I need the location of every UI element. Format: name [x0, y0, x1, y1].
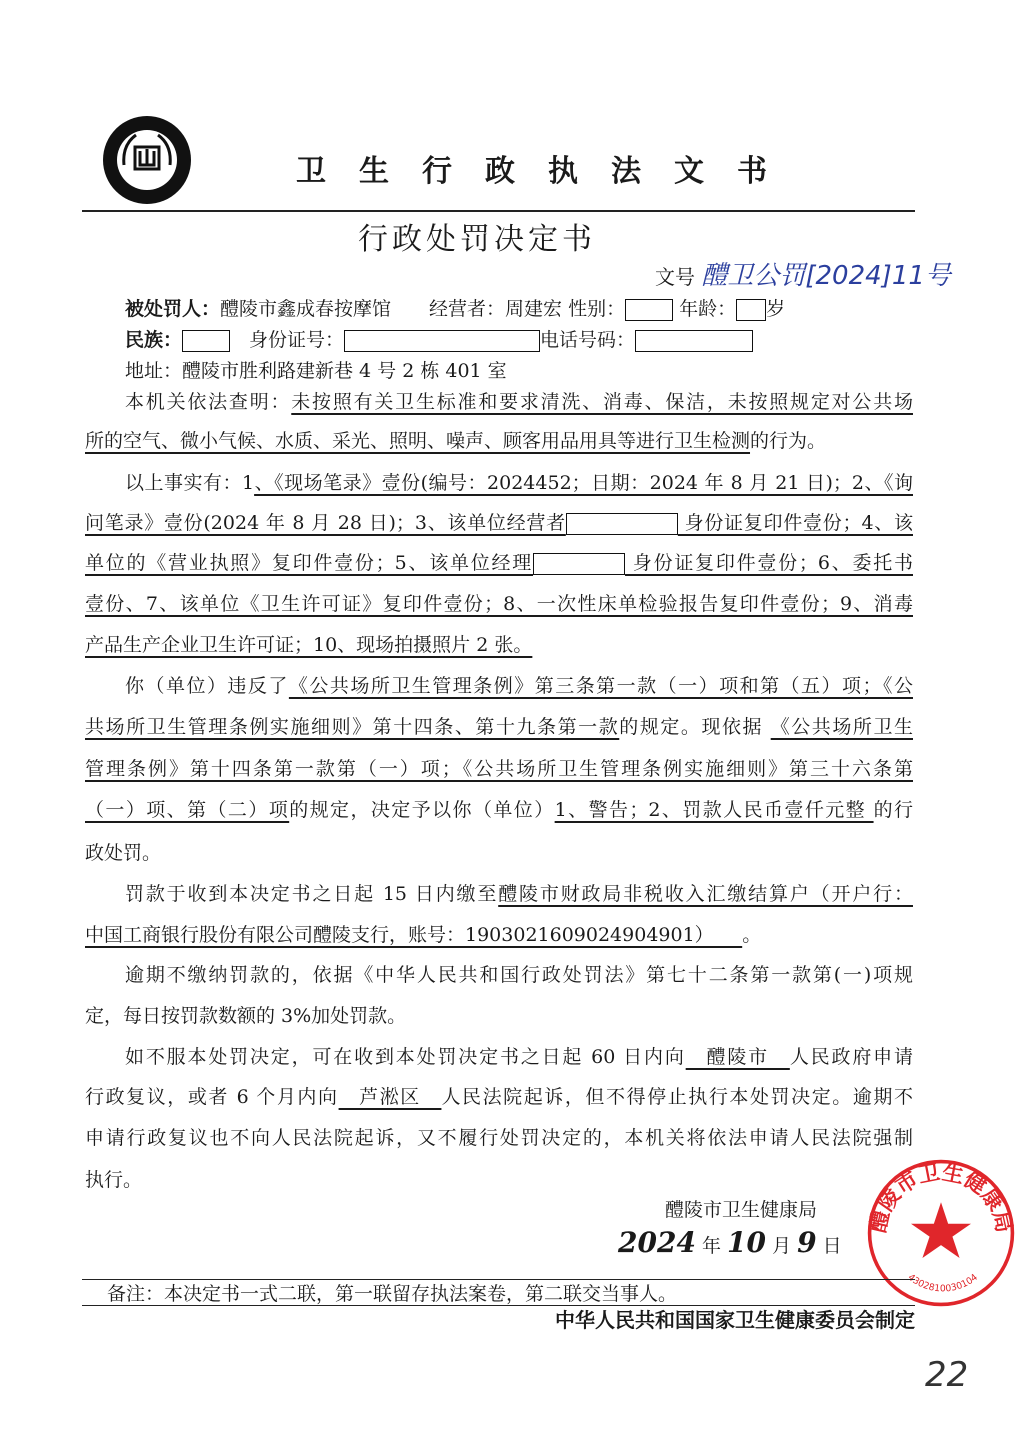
- body-line: [85, 549, 913, 577]
- filled-text: 共场所卫生管理条例实施细则》第十四条、第十九条第一款: [85, 716, 620, 738]
- filled-text: 、《现场笔录》壹份(编号：2024452；日期：2024 年 8 月 21 日)；2、《询: [254, 472, 913, 494]
- text: 申请行政复议也不向人民法院起诉，又不履行处罚决定的，本机关将依法申请人民法院强制: [85, 1127, 913, 1149]
- remarks-note: 备注：本决定书一式二联，第一联留存执法案卷，第二联交当事人。: [107, 1283, 678, 1305]
- party-line: [125, 357, 507, 385]
- redacted-field: [635, 330, 753, 352]
- body-line: [85, 509, 913, 537]
- body-line: [85, 590, 913, 618]
- remarks-divider: [82, 1305, 915, 1306]
- form-title: 行政处罚决定书: [358, 222, 596, 257]
- filled-text: 醴陵市: [685, 1046, 790, 1068]
- text: 人民政府申请: [789, 1046, 913, 1068]
- body-line: [85, 921, 913, 949]
- filled-text: 身份证复印件壹份；6、委托书: [625, 552, 913, 574]
- issue-date: [618, 1226, 842, 1263]
- body-line: [85, 1124, 913, 1152]
- body-line: [85, 839, 913, 867]
- party-line: [125, 326, 753, 354]
- filled-text: 《公共场所卫生管理条例》第三条第一款（一）项和第（五）项；《公: [288, 675, 913, 697]
- text: 本机关依法查明：: [125, 391, 292, 413]
- redacted-field: [736, 299, 766, 321]
- filled-text: 1、警告；2、罚款人民币壹仟元整: [554, 799, 874, 821]
- body-line: [125, 672, 913, 700]
- text: 醴陵市鑫成春按摩馆: [220, 298, 430, 320]
- body-line: [125, 469, 913, 497]
- date-year: 2024: [618, 1226, 696, 1259]
- document-number-value: 醴卫公罚[2024]11号: [701, 261, 951, 291]
- header-divider: [82, 210, 915, 212]
- text: 执行。: [85, 1169, 143, 1191]
- text: 的规定，决定予以你（单位）: [289, 799, 555, 821]
- document-number-label: 文号: [655, 265, 695, 289]
- filled-text: 产品生产企业卫生许可证；10、现场拍摄照片 2 张。: [85, 634, 533, 656]
- filled-text: 单位的《营业执照》复印件壹份；5、该单位经理: [85, 552, 534, 574]
- body-line: [125, 388, 913, 416]
- text: 你（单位）违反了: [125, 675, 289, 697]
- filled-text: 中国工商银行股份有限公司醴陵支行，账号：1903021609024904901）: [85, 924, 743, 946]
- body-line: [125, 961, 913, 989]
- health-inspection-logo: [102, 115, 192, 205]
- filled-text: 醴陵市财政局非税收入汇缴结算户（开户行：: [498, 883, 913, 905]
- filled-text: 芦淞区: [338, 1086, 442, 1108]
- filled-text: 身份证复印件壹份；4、该: [677, 512, 913, 534]
- body-line: [85, 713, 913, 741]
- date-day-unit: 日: [822, 1235, 842, 1257]
- text: 的行为。: [750, 430, 827, 452]
- text: 如不服本处罚决定，可在收到本处罚决定书之日起 60 日内向: [125, 1046, 686, 1068]
- redacted-field: [533, 553, 625, 575]
- text: 岁: [766, 298, 786, 320]
- date-month-unit: 月: [772, 1235, 792, 1257]
- field-label: 民族：: [125, 329, 183, 351]
- text: 。: [742, 924, 762, 946]
- seal-code: 4302810030104: [905, 1271, 980, 1295]
- filled-text: 壹份、7、该单位《卫生许可证》复印件壹份；8、一次性床单检验报告复印件壹份；9、消毒: [85, 593, 913, 615]
- filled-text: （一）项、第（二）项: [85, 799, 290, 821]
- body-line: [85, 1083, 913, 1111]
- text: 人民法院起诉，但不得停止执行本处罚决定。逾期不: [441, 1086, 913, 1108]
- text: 罚款于收到本决定书之日起 15 日内缴至: [125, 883, 499, 905]
- filled-text: 《公共场所卫生: [770, 716, 913, 738]
- text: 行政复议，或者 6 个月内向: [85, 1086, 339, 1108]
- text: 的规定。现依据: [619, 716, 771, 738]
- footer-divider: [82, 1279, 915, 1280]
- body-line: [85, 631, 913, 659]
- body-line: [125, 1043, 913, 1071]
- party-line: [125, 295, 785, 323]
- text: 电话号码：: [540, 329, 636, 351]
- body-line: [125, 880, 913, 908]
- filled-text: 问笔录》壹份(2024 年 8 月 28 日)；3、该单位经营者: [85, 512, 566, 534]
- redacted-field: [344, 330, 540, 352]
- filled-text: 未按照有关卫生标准和要求清洗、消毒、保洁，未按照规定对公共场: [291, 391, 913, 413]
- text: 以上事实有：1: [125, 472, 255, 494]
- text: 年龄：: [673, 298, 737, 320]
- issuing-authority: 醴陵市卫生健康局: [665, 1199, 818, 1221]
- body-line: [85, 755, 913, 783]
- text: 经营者：周建宏 性别：: [429, 298, 626, 320]
- text: 逾期不缴纳罚款的，依据《中华人民共和国行政处罚法》第七十二条第一款第(一)项规: [125, 964, 913, 986]
- text: 地址：醴陵市胜利路建新巷 4 号 2 栋 401 室: [125, 360, 507, 382]
- date-year-unit: 年: [701, 1235, 721, 1257]
- redacted-field: [625, 299, 673, 321]
- text: 的行: [873, 799, 913, 821]
- text: 政处罚。: [85, 842, 162, 864]
- text: 定，每日按罚款数额的 3%加处罚款。: [85, 1005, 407, 1027]
- date-month: 10: [727, 1226, 767, 1259]
- star-icon: [911, 1202, 971, 1258]
- body-line: [85, 427, 913, 455]
- body-line: [85, 1002, 913, 1030]
- redacted-field: [182, 330, 230, 352]
- body-line: [85, 796, 913, 824]
- page-number: 22: [925, 1355, 969, 1395]
- official-seal: [866, 1158, 1016, 1308]
- filled-text: 管理条例》第十四条第一款第（一）项；《公共场所卫生管理条例实施细则》第三十六条第: [85, 758, 913, 780]
- issuer-footer: 中华人民共和国国家卫生健康委员会制定: [555, 1308, 915, 1332]
- document-number: [655, 260, 951, 293]
- document-series-title: 卫生行政执法文书: [296, 154, 800, 189]
- field-label: 被处罚人：: [125, 298, 221, 320]
- seal-name: 醴陵市卫生健康局: [866, 1160, 1016, 1235]
- text: 身份证号：: [230, 329, 345, 351]
- date-day: 9: [797, 1226, 817, 1259]
- redacted-field: [566, 513, 678, 535]
- filled-text: 所的空气、微小气候、水质、采光、照明、噪声、顾客用品用具等进行卫生检测: [85, 430, 751, 452]
- body-line: [85, 1166, 913, 1194]
